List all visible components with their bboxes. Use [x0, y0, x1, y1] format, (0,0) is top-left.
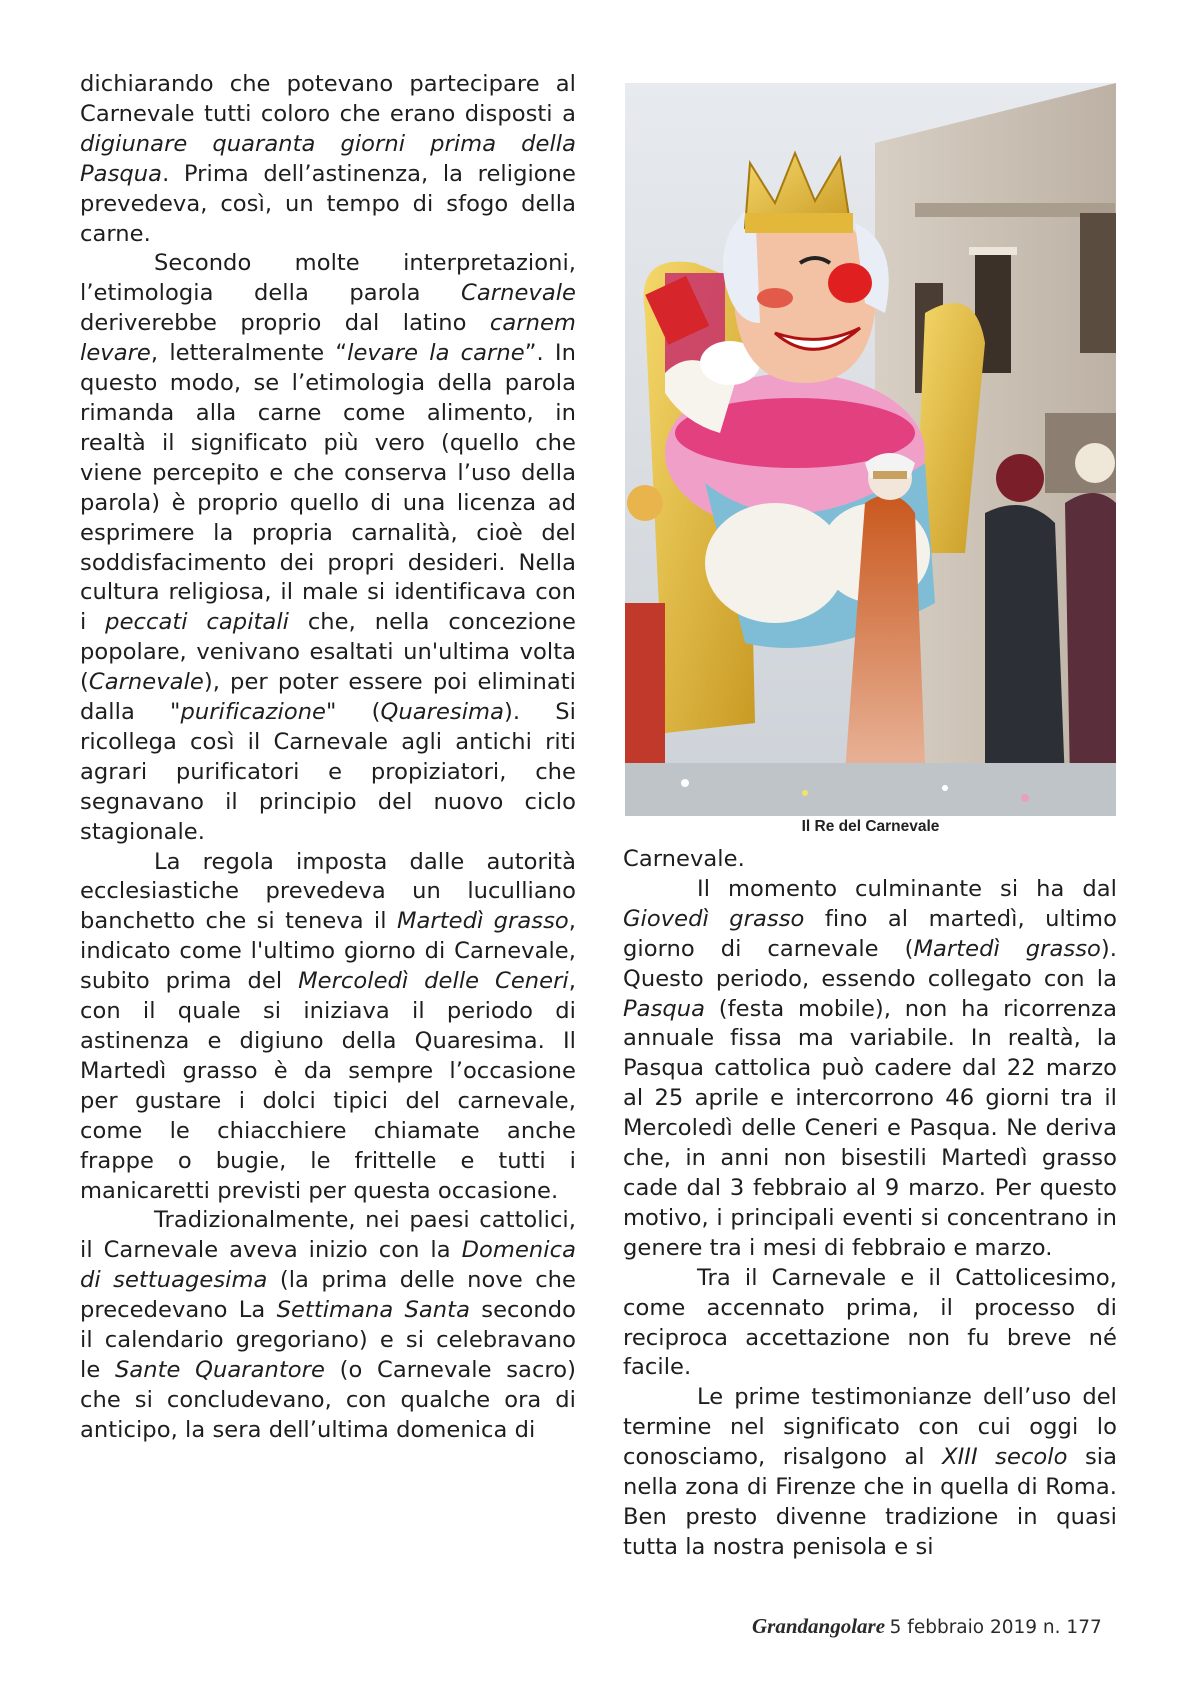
text-run: " (: [326, 699, 381, 726]
text-run: (la prima delle nove che precedevano La: [80, 1267, 576, 1324]
italic-text: XIII secolo: [942, 1444, 1068, 1471]
italic-text: digiunare quaranta giorni prima della Pasqua: [80, 130, 576, 187]
paragraph: [623, 845, 1117, 875]
text-run: (festa mobile), non ha ricorrenza annuale fissa ma variabile. In realtà, la Pasqua cattolica può cadere dal 22 marzo al 25 aprile e intercorrono 46 giorni tra il Mercoledì delle Ceneri e Pasqua. Ne deriva che, in anni non bisestili Martedì grasso cade dal 3 febbraio al 9 marzo. Per questo motivo, i principali eventi si concentrano in genere tra i mesi di febbraio e marzo.: [623, 995, 1117, 1261]
italic-text: Carnevale: [461, 280, 576, 307]
issue-info: 5 febbraio 2019 n. 177: [889, 1617, 1102, 1638]
text-run: Tradizionalmente, nei paesi cattolici, il Carnevale aveva inizio con la: [80, 1207, 576, 1264]
italic-text: Martedì grasso: [396, 908, 569, 935]
text-run: . Prima dell’astinenza, la religione prevedeva, così, un tempo di sfogo della carne.: [80, 160, 576, 247]
text-run: deriverebbe proprio dal latino: [80, 310, 490, 337]
page-footer: [752, 1614, 1102, 1639]
paragraph: [623, 875, 1117, 1264]
paragraph: [80, 70, 576, 249]
text-run: fino al martedì, ultimo giorno di carnevale (: [623, 905, 1117, 962]
text-run: Secondo molte interpretazioni, l’etimologia della parola: [80, 250, 576, 307]
text-run: che, nella concezione popolare, venivano esaltati un'ultima volta (: [80, 609, 576, 696]
text-run: dichiarando che potevano partecipare al Carnevale tutti coloro che erano disposti a: [80, 71, 576, 127]
text-run: ”. In questo modo, se l’etimologia della parola rimanda alla carne come alimento, in realtà il significato più vero (quello che viene percepito e che conserva l’uso della parola) è proprio quello di una licenza ad esprimere la propria carnalità, cioè del soddisfacimento dei propri desideri. Nella cultura religiosa, il male si identificava con i: [80, 340, 576, 636]
right-text-column: [623, 845, 1117, 1563]
paragraph: [80, 848, 576, 1207]
paragraph: [80, 1206, 576, 1445]
text-run: Tra il Carnevale e il Cattolicesimo, come accennato prima, il processo di reciproca accettazione non fu breve né facile.: [623, 1264, 1117, 1381]
text-run: ). Questo periodo, essendo collegato con la: [623, 935, 1117, 992]
italic-text: Giovedì grasso: [623, 905, 805, 932]
paragraph: [623, 1264, 1117, 1384]
italic-text: purificazione: [180, 699, 327, 726]
italic-text: Quaresima: [380, 699, 504, 726]
italic-text: Carnevale: [88, 669, 204, 696]
italic-text: Domenica di settuagesima: [80, 1237, 576, 1294]
left-text-column: [80, 70, 576, 1446]
carnival-king-photo: [625, 83, 1116, 816]
italic-text: peccati capitali: [105, 609, 289, 636]
italic-text: carnem levare: [80, 310, 576, 367]
text-run: , con il quale si iniziava il periodo di astinenza e digiuno della Quaresima. Il Martedì grasso è da sempre l’occasione per gustare i dolci tipici del carnevale, come le chiacchiere chiamate anche frappe o bugie, le frittelle e tutti i manicaretti previsti per questa occasione.: [80, 968, 576, 1204]
text-run: ). Si ricollega così il Carnevale agli antichi riti agrari purificatori e propiziatori, che segnavano il principio del nuovo ciclo stagionale.: [80, 699, 576, 845]
italic-text: Martedì grasso: [913, 935, 1101, 962]
magazine-name: Grandangolare: [752, 1614, 886, 1638]
text-run: Carnevale.: [623, 846, 745, 872]
italic-text: levare la carne: [347, 340, 525, 367]
text-run: Le prime testimonianze dell’uso del termine nel significato con cui oggi lo conosciamo, risalgono al: [623, 1384, 1117, 1471]
text-run: La regola imposta dalle autorità ecclesiastiche prevedeva un luculliano banchetto che si teneva il: [80, 848, 576, 935]
italic-text: Settimana Santa: [276, 1297, 470, 1324]
italic-text: Sante Quarantore: [114, 1356, 325, 1383]
text-run: Il momento culminante si ha dal: [697, 875, 1117, 902]
text-run: secondo il calendario gregoriano) e si celebravano le: [80, 1297, 577, 1383]
text-run: sia nella zona di Firenze che in quella di Roma. Ben presto divenne tradizione in quasi tutta la nostra penisola e si: [623, 1444, 1117, 1560]
text-run: ), per poter essere poi eliminati dalla ": [80, 669, 576, 726]
paragraph: [80, 249, 576, 847]
text-run: , indicato come l'ultimo giorno di Carnevale, subito prima del: [80, 908, 577, 995]
italic-text: Pasqua: [623, 995, 706, 1022]
text-run: (o Carnevale sacro) che si concludevano, con qualche ora di anticipo, la sera dell’ultima domenica di: [80, 1356, 577, 1443]
italic-text: Mercoledì delle Ceneri: [298, 968, 569, 995]
paragraph: [623, 1383, 1117, 1562]
photo-caption: Il Re del Carnevale: [801, 818, 940, 835]
text-run: , letteralmente “: [150, 340, 348, 367]
